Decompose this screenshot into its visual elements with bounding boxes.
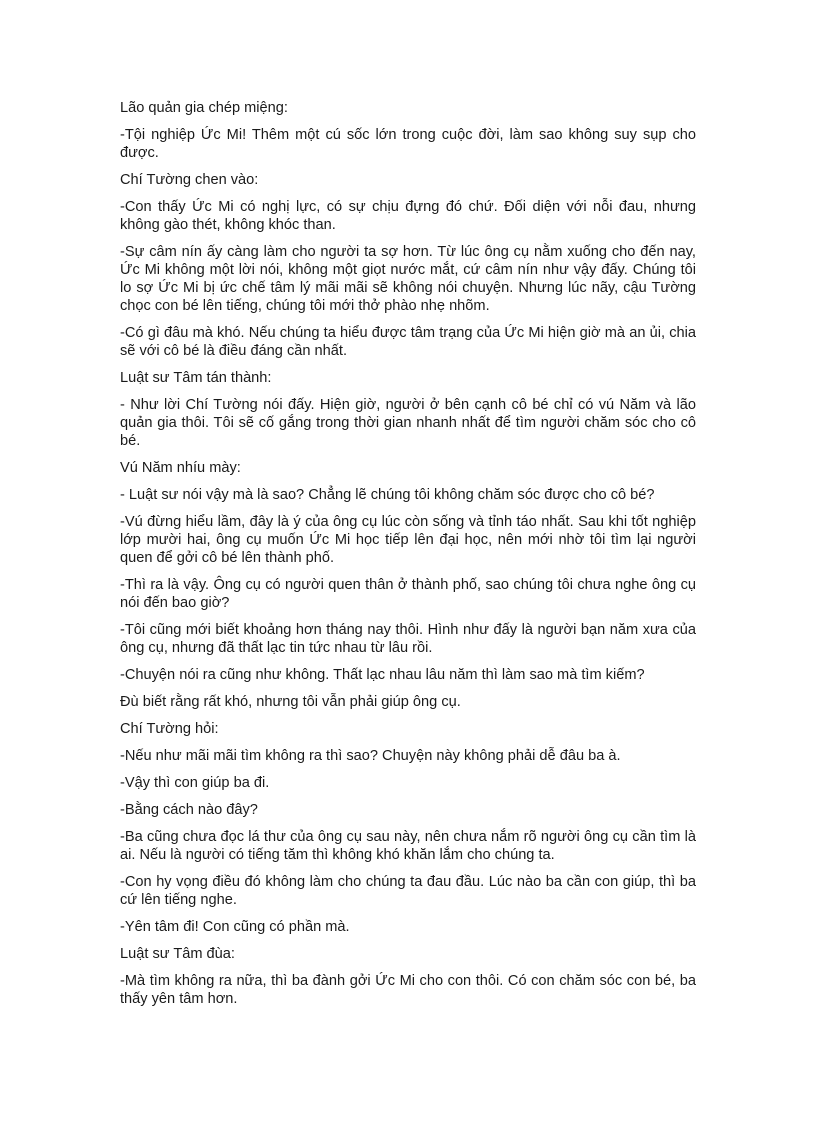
paragraph: -Tôi cũng mới biết khoảng hơn tháng nay thôi. Hình như đấy là người bạn năm xưa của ông cụ, nhưng đã thất lạc tin tức nhau từ lâu rồi. bbox=[120, 622, 696, 656]
paragraph: Vú Năm nhíu mày: bbox=[120, 460, 241, 476]
paragraph: - Như lời Chí Tường nói đấy. Hiện giờ, người ở bên cạnh cô bé chỉ có vú Năm và lão quản gia thôi. Tôi sẽ cố gắng trong thời gian nhanh nhất để tìm người chăm sóc cho cô bé. bbox=[120, 397, 696, 449]
paragraph: -Vú đừng hiểu lầm, đây là ý của ông cụ lúc còn sống và tỉnh táo nhất. Sau khi tốt nghiệp lớp mười hai, ông cụ muốn Ức Mi học tiếp lên đại học, nên mới nhờ tôi tìm lại người quen để gởi cô bé lên thành phố. bbox=[120, 514, 696, 566]
paragraph: -Nếu như mãi mãi tìm không ra thì sao? Chuyện này không phải dễ đâu ba à. bbox=[120, 748, 621, 764]
paragraph: -Chuyện nói ra cũng như không. Thất lạc nhau lâu năm thì làm sao mà tìm kiếm? bbox=[120, 667, 645, 683]
paragraph: Chí Tường hỏi: bbox=[120, 721, 219, 737]
paragraph: Luật sư Tâm tán thành: bbox=[120, 370, 272, 386]
paragraph: -Mà tìm không ra nữa, thì ba đành gởi Ức Mi cho con thôi. Có con chăm sóc con bé, ba thấy yên tâm hơn. bbox=[120, 973, 696, 1007]
paragraph: -Con thấy Ức Mi có nghị lực, có sự chịu đựng đó chứ. Đối diện với nỗi đau, nhưng không gào thét, không khóc than. bbox=[120, 199, 696, 233]
paragraph: - Luật sư nói vậy mà là sao? Chẳng lẽ chúng tôi không chăm sóc được cho cô bé? bbox=[120, 487, 655, 503]
paragraph: Đù biết rằng rất khó, nhưng tôi vẫn phải giúp ông cụ. bbox=[120, 694, 461, 710]
paragraph: -Bằng cách nào đây? bbox=[120, 802, 258, 818]
paragraph: Chí Tường chen vào: bbox=[120, 172, 259, 188]
paragraph: -Vậy thì con giúp ba đi. bbox=[120, 775, 270, 791]
paragraph: Luật sư Tâm đùa: bbox=[120, 946, 235, 962]
paragraph: -Thì ra là vậy. Ông cụ có người quen thân ở thành phố, sao chúng tôi chưa nghe ông cụ nói đến bao giờ? bbox=[120, 577, 696, 611]
paragraph: -Sự câm nín ấy càng làm cho người ta sợ hơn. Từ lúc ông cụ nằm xuống cho đến nay, Ức Mi không một lời nói, không một giọt nước mắt, cứ câm nín như vậy đấy. Chúng tôi lo sợ Ức Mi bị ức chế tâm lý mãi mãi sẽ không nói chuyện. Nhưng lúc nãy, cậu Tường chọc con bé lên tiếng, chúng tôi mới thở phào nhẹ nhõm. bbox=[120, 244, 696, 314]
paragraph: -Có gì đâu mà khó. Nếu chúng ta hiểu được tâm trạng của Ức Mi hiện giờ mà an ủi, chia sẽ với cô bé là điều đáng cần nhất. bbox=[120, 325, 696, 359]
document-body bbox=[120, 99, 696, 1017]
paragraph: -Yên tâm đi! Con cũng có phần mà. bbox=[120, 919, 350, 935]
paragraph: -Tội nghiệp Ức Mi! Thêm một cú sốc lớn trong cuộc đời, làm sao không suy sụp cho được. bbox=[120, 127, 696, 161]
paragraph: -Ba cũng chưa đọc lá thư của ông cụ sau này, nên chưa nắm rõ người ông cụ cần tìm là ai. Nếu là người có tiếng tăm thì không khó khăn lắm cho chúng ta. bbox=[120, 829, 696, 863]
paragraph: Lão quản gia chép miệng: bbox=[120, 100, 288, 116]
paragraph: -Con hy vọng điều đó không làm cho chúng ta đau đầu. Lúc nào ba cần con giúp, thì ba cứ lên tiếng nghe. bbox=[120, 874, 696, 908]
